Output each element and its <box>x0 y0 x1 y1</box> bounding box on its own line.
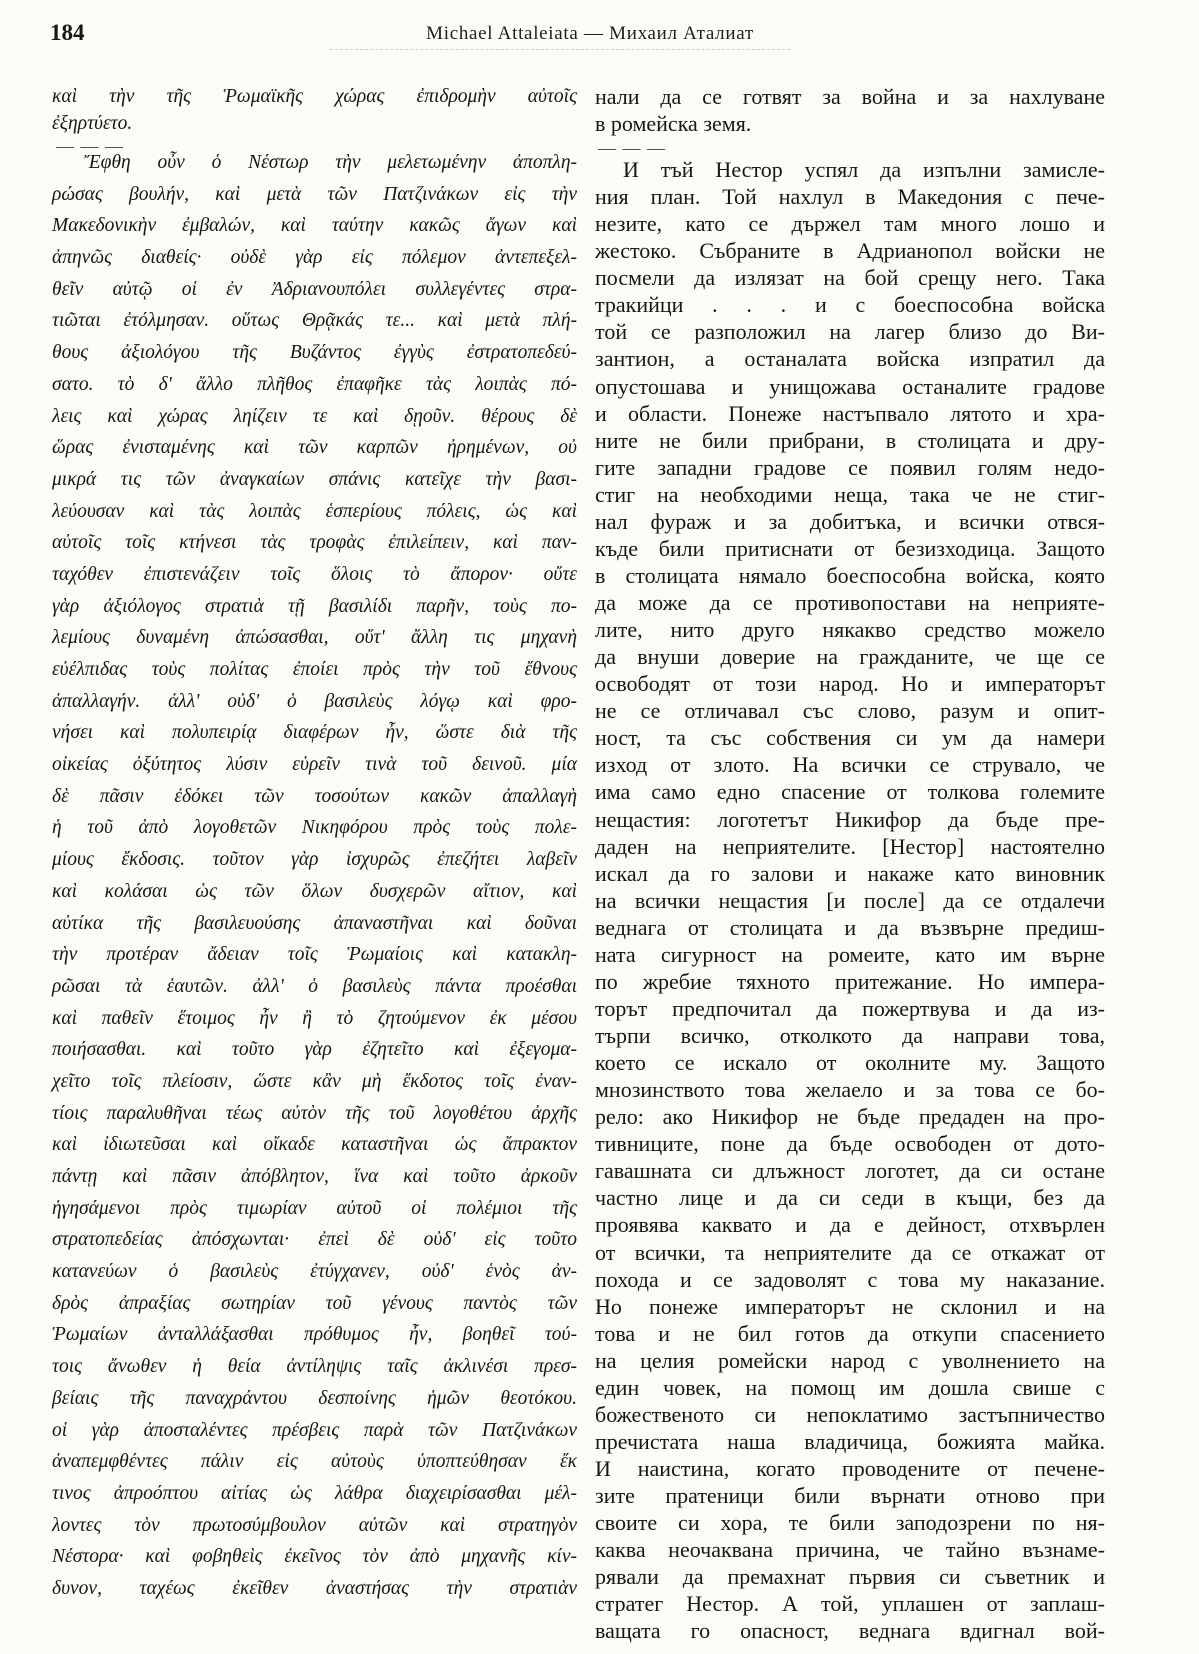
bulgarian-text-line: искал да го залови и накаже като виновник <box>595 860 1105 886</box>
greek-text-line: δὲ πᾶσιν ἐδόκει τῶν τοσούτων κακῶν ἀπαλλαγὴ <box>52 785 577 807</box>
bulgarian-opening-text <box>595 83 1105 137</box>
bulgarian-text-line: опустошава и унищожава останалите градове <box>595 373 1105 399</box>
bulgarian-text-line: проявява каквато и да е дейност, отхвърлен <box>595 1212 1105 1238</box>
greek-text-line: ἡγησάμενοι πρὸς τιμωρίαν αὐτοῦ οἱ πολέμιοι τῆς <box>52 1197 577 1219</box>
bulgarian-text-line: каква неочаквана причина, че тайно възнаме- <box>595 1537 1105 1563</box>
bulgarian-text-line: частно лице и да си седи в къщи, без да <box>595 1185 1105 1211</box>
greek-text-line: γὰρ ἀξιόλογος στρατιὰ τῇ βασιλίδι παρῆν, τοὺς πο- <box>52 595 577 617</box>
greek-text-line: ἀπηνῶς διαθείς· οὐδὲ γὰρ εἰς πόλεμον ἀντεπεξελ- <box>52 247 577 269</box>
greek-text-line: αὐτίκα τῆς βασιλευούσης ἀπαναστῆναι καὶ δοῦναι <box>52 912 577 934</box>
greek-text-line: οἰκείας ὀξύτητος λύσιν εὑρεῖν τινὰ τοῦ δεινοῦ. μία <box>52 754 577 776</box>
greek-text-line: καὶ κολάσαι ὡς τῶν ὅλων δυσχερῶν αἴτιον, καὶ <box>52 880 577 902</box>
header-rule <box>330 49 790 50</box>
bulgarian-text-line: посмели да излязат на бой срещу него. Така <box>595 265 1105 291</box>
greek-text-line: πάντῃ καὶ πᾶσιν ἀπόβλητον, ἵνα καὶ τοῦτο ἀρκοῦν <box>52 1166 577 1187</box>
bulgarian-text-line: веднага от столицата и да възвърне предиш- <box>595 914 1105 940</box>
greek-text-line: Ἔφθη οὖν ὁ Νέστωρ τὴν μελετωμένην ἀποπλη- <box>84 152 577 173</box>
bulgarian-text-line: нещастия: логотетът Никифор да бъде пре- <box>595 806 1105 832</box>
bulgarian-text-line: от всички, та неприятелите да се откажат от <box>595 1239 1105 1265</box>
greek-text-line: τινος ἀπροόπτου αἰτίας ὡς λάθρα διαχειρίσασθαι μέλ- <box>52 1482 577 1504</box>
greek-text-line: ἀπαλλαγήν. ἀλλ' οὐδ' ὁ βασιλεὺς λόγῳ καὶ φρο- <box>52 690 577 712</box>
greek-text-line: τὴν προτέραν ἄδειαν τοῖς Ῥωμαίοις καὶ κατακλη- <box>52 944 577 966</box>
bulgarian-text-line: ната сигурност на ромеите, като им върне <box>595 941 1105 967</box>
greek-text-line: μικρά τις τῶν ἀναγκαίων σπάνις κατεῖχε τὴν βασι- <box>52 468 577 490</box>
greek-text-line: λεμίους δυναμένη ἀπώσασθαι, οὔτ' ἄλλη τις μηχανὴ <box>52 627 577 649</box>
page-number: 184 <box>50 20 85 45</box>
bulgarian-text-line: нали да се готвят за война и за нахлуване <box>595 84 1105 109</box>
greek-text-line: οἱ γὰρ ἀποσταλέντες πρέσβεις παρὰ τῶν Πατζινάκων <box>52 1419 577 1441</box>
bulgarian-text-line: жестоко. Събраните в Адрианопол войски не <box>595 238 1105 264</box>
bulgarian-text-line: торът предпочитал да пожертвува и да из- <box>595 995 1105 1021</box>
greek-text-line: νήσει καὶ πολυπειρίᾳ διαφέρων ἦν, ὥστε διὰ τῆς <box>52 722 577 744</box>
bulgarian-text-line: не се отличавал със слово, разум и опит- <box>595 698 1105 724</box>
bulgarian-text-line: един човек, на помощ им дошла свише с <box>595 1374 1105 1400</box>
bulgarian-text-line: стиг на необходими неща, така че не стиг- <box>595 481 1105 507</box>
greek-text-line: δρὸς ἀπραξίας σωτηρίαν τοῦ γένους παντὸς τῶν <box>52 1292 577 1314</box>
greek-text-line: τίοις παραλυθῆναι τέως αὐτὸν τῆς τοῦ λογοθέτου ἀρχῆς <box>52 1102 577 1124</box>
greek-text-line: δυνον, ταχέως ἐκεῖθεν ἀναστήσας τὴν στρατιὰν <box>52 1577 577 1599</box>
bulgarian-text-line: ващата го опасност, веднага вдигнал вой- <box>595 1618 1105 1644</box>
bulgarian-text-line: пречистата наша владичица, божията майка. <box>595 1428 1105 1454</box>
bulgarian-text-line: което се искало от околните му. Защото <box>595 1050 1105 1076</box>
bulgarian-text-line: рявали да премахнат първия си съветник и <box>595 1564 1105 1590</box>
bulgarian-text-line: лите, нито друго някакво средство можело <box>595 617 1105 643</box>
bulgarian-text-line: похода и се задоволят с това му наказание. <box>595 1266 1105 1292</box>
bulgarian-text-line: той се разположил на лагер близо до Ви- <box>595 319 1105 345</box>
bulgarian-text-line: своите си хора, те били заподозрени по ня- <box>595 1510 1105 1536</box>
bulgarian-text-line: гавашната си длъжност логотет, да си остане <box>595 1158 1105 1184</box>
bulgarian-text-line: това и не бил готов да откупи спасението <box>595 1320 1105 1346</box>
greek-text-line: Νέστορα· καὶ φοβηθεὶς ἐκεῖνος τὸν ἀπὸ μηχανῆς κίν- <box>52 1546 577 1568</box>
greek-text-line: καὶ τὴν τῆς Ῥωμαϊκῆς χώρας ἐπιδρομὴν αὐτοῖς <box>52 86 577 107</box>
greek-text-line: ρῶσαι τὰ ἑαυτῶν. ἀλλ' ὁ βασιλεὺς πάντα προέσθαι <box>52 975 577 997</box>
greek-text-line: χεῖτο τοῖς πλείοσιν, ὥστε κἂν μὴ ἔκδοτος τοῖς ἐναν- <box>52 1070 577 1092</box>
bulgarian-text-line: в столицата нямало боеспособна войска, която <box>595 562 1105 588</box>
greek-text-line: κατανεύων ὁ βασιλεὺς ἐτύγχανεν, οὐδ' ἑνὸς ἀν- <box>52 1261 577 1283</box>
greek-text-line: λοντες τὸν πρωτοσύμβουλον αὐτῶν καὶ στρατηγὸν <box>52 1514 577 1536</box>
bulgarian-text-line: зите пратеници били върнати отново при <box>595 1483 1105 1509</box>
bulgarian-text-line: незите, като се държел там много лошо и <box>595 211 1105 237</box>
bulgarian-text-line: къде били притиснати от безизходица. Защото <box>595 535 1105 561</box>
bulgarian-text-line: изход от злото. На всички се струвало, че <box>595 752 1105 778</box>
greek-text-line: αὐτοῖς τοῖς κτήνεσι τὰς τροφὰς ἐπιλείπειν, καὶ παν- <box>52 532 577 554</box>
greek-text-line: λεις καὶ χώρας ληίζειν τε καὶ δῃοῦν. θέρους δὲ <box>52 405 577 427</box>
greek-text-line: τοις ἄνωθεν ἡ θεία ἀντίληψις ταῖς ἀκλινέσι πρεσ- <box>52 1356 577 1378</box>
greek-text-line: καὶ παθεῖν ἕτοιμος ἦν ἢ τὸ ζητούμενον ἐκ μέσου <box>52 1007 577 1029</box>
bulgarian-text-line: има само едно спасение от толкова големите <box>595 779 1105 805</box>
bulgarian-text-line: и области. Понеже настъпвало лятото и хра- <box>595 400 1105 426</box>
bulgarian-text-line: Но понеже императорът не склонил и на <box>595 1293 1105 1319</box>
greek-text-line: βείαις τῆς παναχράντου δεσποίνης ἡμῶν θεοτόκου. <box>52 1387 577 1409</box>
greek-text-line: θεῖν αὐτῷ οἱ ἐν Ἀδριανουπόλει συλλεγέντες στρα- <box>52 278 577 300</box>
bulgarian-text-line: търпи всичко, отколкото да направи това, <box>595 1023 1105 1048</box>
greek-text-line: θους ἀξιολόγου τῆς Βυζάντος ἐγγὺς ἐστρατοπεδεύ- <box>52 342 577 364</box>
greek-text-line: στρατοπεδείας ἀπόσχωνται· ἐπεὶ δὲ οὐδ' εἰς τοῦτο <box>52 1229 577 1251</box>
greek-text-line: λεύουσαν καὶ τὰς λοιπὰς ἑσπερίους πόλεις, ὡς καὶ <box>52 500 577 522</box>
greek-text-line: καὶ ἰδιωτεῦσαι καὶ οἴκαδε καταστῆναι ὡς ἄπρακτον <box>52 1134 577 1156</box>
greek-text-line: μίους ἔκδοσις. τοῦτον γὰρ ἰσχυρῶς ἐπεζήτει λαβεῖν <box>52 849 577 871</box>
bulgarian-text-line: ния план. Той нахлул в Македония с пече- <box>595 184 1105 210</box>
greek-section-separator: — — — <box>56 136 124 156</box>
bulgarian-text-line: по жребие тяхното притежание. Но импера- <box>595 968 1105 994</box>
greek-text-line: ἡ τοῦ ἀπὸ λογοθετῶν Νικηφόρου πρὸς τοὺς πολε- <box>52 817 577 839</box>
bulgarian-text-line: гите западни градове се появил голям недо- <box>595 454 1105 480</box>
bulgarian-text-line: божественото си непоклатимо застъпничество <box>595 1401 1105 1427</box>
greek-text-line: ἐξηρτύετο. <box>52 113 133 134</box>
bulgarian-text-line: ност, та със собствения си ум да намери <box>595 725 1105 751</box>
greek-text-line: τιῶται ἐτόλμησαν. οὕτως Θρᾷκάς τε... καὶ μετὰ πλή- <box>52 310 577 332</box>
greek-paragraph <box>52 147 577 1605</box>
greek-text-line: Ῥωμαίων ἀνταλλάξασθαι πρόθυμος ἦν, βοηθεῖ τού- <box>52 1324 577 1346</box>
bulgarian-text-line: тракийци . . . и с боеспособна войска <box>595 292 1105 318</box>
bulgarian-text-line: в ромейска земя. <box>595 111 752 136</box>
bulgarian-text-line: нал фураж и за добитъка, и всички отвся- <box>595 508 1105 534</box>
bulgarian-section-separator: — — — <box>598 138 666 158</box>
bulgarian-text-line: мнозинството това желаело и за това се бо- <box>595 1077 1105 1103</box>
bulgarian-text-line: да внуши доверие на гражданите, че ще се <box>595 644 1105 670</box>
bulgarian-text-line: И наистина, когато проводените от печене- <box>595 1456 1105 1481</box>
running-title: Michael Attaleiata — Михаил Аталиат <box>426 23 754 44</box>
bulgarian-text-line: освободят от този народ. Но и императорът <box>595 671 1105 697</box>
greek-text-line: ρώσας βουλήν, καὶ μετὰ τῶν Πατζινάκων εἰς τὴν <box>52 183 577 205</box>
bulgarian-text-line: рело: ако Никифор не бъде предаден на про- <box>595 1104 1105 1130</box>
greek-text-line: σατο. τὸ δ' ἄλλο πλῆθος ἐπαφῆκε τὰς λοιπὰς πό- <box>52 373 577 395</box>
greek-text-line: Μακεδονικὴν ἐμβαλών, καὶ ταύτην κακῶς ἄγων καὶ <box>52 215 577 237</box>
bulgarian-text-line: зантион, а останалата войска изпратил да <box>595 346 1105 372</box>
bulgarian-text-line: И тъй Нестор успял да изпълни замисле- <box>623 157 1105 182</box>
greek-text-line: ὥρας ἐνισταμένης καὶ τῶν καρπῶν ἠρημένων, οὐ <box>52 437 577 459</box>
bulgarian-text-line: на целия ромейски народ с уволнението на <box>595 1347 1105 1373</box>
bulgarian-text-line: стратег Нестор. А той, уплашен от заплаш- <box>595 1591 1105 1617</box>
greek-opening-text <box>52 83 577 137</box>
greek-text-line: εὐέλπιδας τοὺς πολίτας ἐποίει πρὸς τὴν τοῦ ἔθνους <box>52 659 577 680</box>
bulgarian-text-line: да може да се противопостави на неприяте- <box>595 590 1105 615</box>
bulgarian-text-line: тивниците, поне да бъде освободен от дото- <box>595 1131 1105 1157</box>
bulgarian-text-line: на всички нещастия [и после] да се отдалечи <box>595 887 1105 913</box>
bulgarian-paragraph <box>595 156 1105 1644</box>
bulgarian-text-line: ните не били прибрани, в столицата и дру- <box>595 427 1105 453</box>
bulgarian-text-line: даден на неприятелите. [Нестор] настоятелно <box>595 833 1105 859</box>
greek-text-line: ποιήσασθαι. καὶ τοῦτο γὰρ ἐζητεῖτο καὶ ἐξεγομα- <box>52 1039 577 1061</box>
greek-text-line: ἀναπεμφθέντες πάλιν εἰς αὐτοὺς ὑποπτεύθησαν ἔκ <box>52 1451 577 1473</box>
greek-text-line: ταχόθεν ἐπιστενάζειν τοῖς ὅλοις τὸ ἄπορον· οὔτε <box>52 563 577 585</box>
